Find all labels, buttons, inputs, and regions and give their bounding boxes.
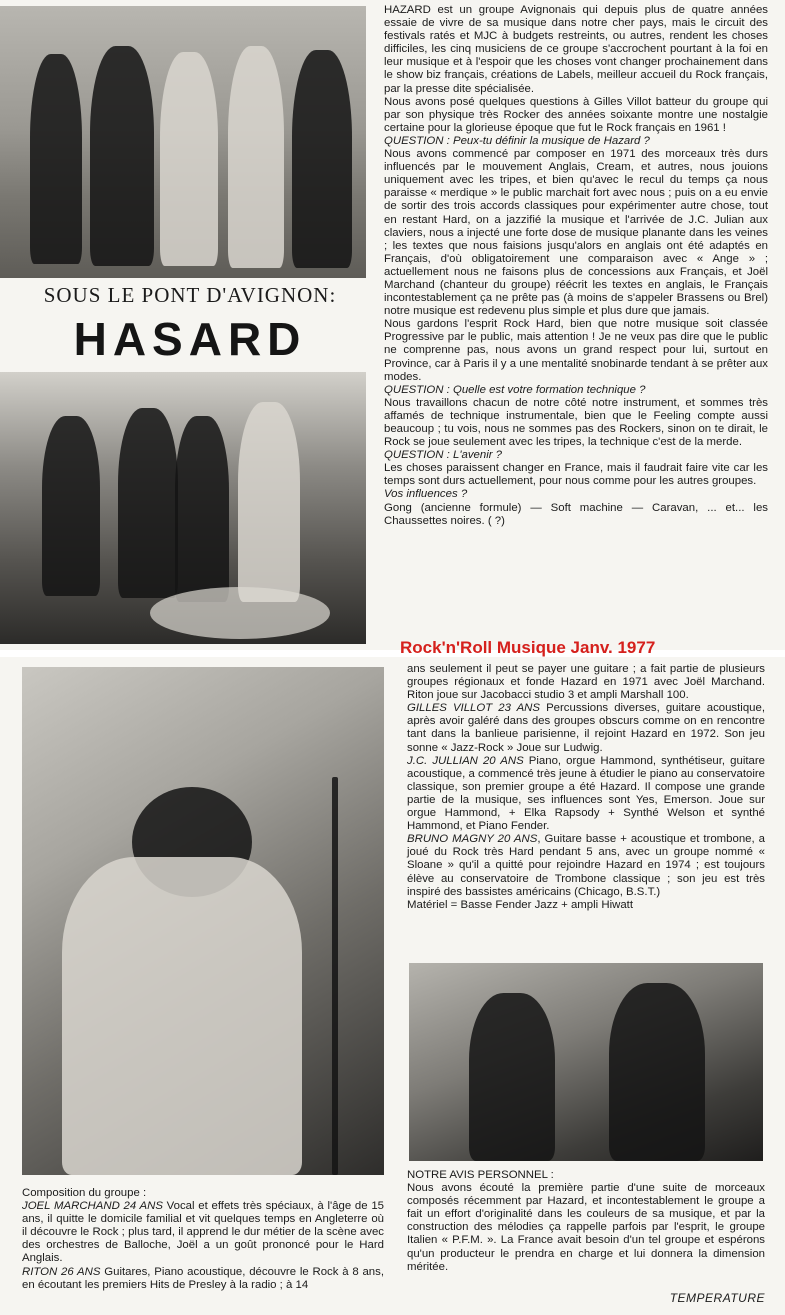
band-member-figure	[292, 50, 352, 268]
footer-tag: TEMPERATURE	[669, 1291, 765, 1305]
interview-question: QUESTION : Peux-tu définir la musique de Hazard ?	[384, 134, 650, 147]
band-member-figure	[160, 52, 218, 266]
intro-paragraph: Nous avons posé quelques questions à Gilles Villot batteur du groupe qui par son physique très Rocker des années soixante montre une nostalgie certaine pour la glorieuse époque que fut le Rock français en 1961 !	[384, 95, 768, 134]
guitarist-figure	[469, 993, 555, 1161]
intro-paragraph: HAZARD est un groupe Avignonais qui depuis plus de quatre années essaie de vivre de sa musique dans notre cher pays, mais le circuit des festivals ratés et MJC à budgets restreints, ou autres, rendent les choses difficiles, les cinq musiciens de ce groupe s'accrochent pourtant à la foi en leur musique et à l'espoir que les choses vont changer prochainement dans le show biz français, créations de Labels, meilleur accueil du Rock français, par la presse dite spécialisée.	[384, 4, 768, 95]
member-bio	[22, 1266, 384, 1292]
member-bio	[407, 702, 765, 754]
band-member-figure	[238, 402, 300, 602]
member-text: Piano, orgue Hammond, synthétiseur, guitare acoustique, a commencé très jeune à étudier le piano au conservatoire classique, son premier groupe a été Hazard. Il compose une grande partie de la musique, ses influences sont Yes, Emerson. Joue sur orgue Hammond, + Elka Rapsody + Synthé Welson et synthé Hammond, et Piano Fender.	[407, 754, 765, 833]
lineup-column-left	[22, 1187, 384, 1292]
opinion-title: NOTRE AVIS PERSONNEL :	[407, 1169, 554, 1181]
opinion-text: Nous avons écouté la première partie d'une suite de morceaux composés récemment par Hazard, et incontestablement le groupe a fait un effort d'originalité dans les couleurs de sa musique, et par la construction des mélodies ça rappelle parfois par l'esprit, le groupe Italien « P.F.M. ». La France avait besoin d'un tel groupe et espérons qu'un producteur le prendra en charge et lui donnera la dimension méritée.	[407, 1182, 765, 1273]
source-caption: Rock'n'Roll Musique Janv. 1977	[400, 638, 656, 657]
band-group-photo	[0, 6, 366, 278]
member-bio	[407, 833, 765, 898]
interview-answer: Les choses paraissent changer en France, mais il faudrait faire vite car les temps sont durs actuellement, pour nous comme pour les autres groupes.	[384, 462, 768, 488]
band-member-figure	[30, 54, 82, 264]
member-text: Vocal et effets très spéciaux, à l'âge de 15 ans, il quitte le domicile familial et vit quelques temps en Angleterre où il découvre le Rock ; plus tard, il apprend le dur métier de la scène avec des orchestres de Balloche, Joël a un goût prononcé pour le Hard Anglais.	[22, 1200, 384, 1265]
microphone-stand	[332, 777, 338, 1175]
member-bio	[407, 755, 765, 834]
member-name: J.C. JULLIAN 20 ANS	[407, 754, 524, 767]
member-bio-continued: ans seulement il peut se payer une guitare ; a fait partie de plusieurs groupes régionaux et fonde Hazard en 1971 avec Joël Marchand. Riton joue sur Jacobacci studio 3 et ampli Marshall 100.	[407, 663, 765, 702]
band-member-figure	[90, 46, 154, 266]
band-member-figure	[42, 416, 100, 596]
lineup-title: Composition du groupe :	[22, 1187, 147, 1199]
gear-line: Matériel = Basse Fender Jazz + ampli Hiwatt	[407, 898, 634, 911]
band-rehearsal-photo	[0, 372, 366, 644]
guitarists-live-photo	[409, 963, 763, 1161]
member-name: BRUNO MAGNY 20 ANS	[407, 833, 538, 846]
lineup-column-right	[407, 663, 765, 912]
member-text: Percussions diverses, guitare acoustique, après avoir galéré dans des groupes obscurs comme on en rencontre tant dans la banlieue parisienne, il rejoint Hazard en 1972. Son jeu sonne « Jazz-Rock » Joue sur Ludwig.	[407, 702, 765, 754]
opinion-section	[407, 1169, 765, 1274]
drum-kit	[150, 587, 330, 639]
band-member-figure	[118, 408, 178, 598]
singer-live-photo	[22, 667, 384, 1175]
interview-answer: Nous gardons l'esprit Rock Hard, bien que notre musique soit classée Progressive par le public, mais attention ! Je ne veux pas dire que le public ne comprenne pas, nous avons un grand respect pour lui, surtout en Province, car à Paris il y a une mentalité snobinarde tendant à se prêter aux modes.	[384, 318, 768, 383]
singer-body	[62, 857, 302, 1175]
member-text: Guitares, Piano acoustique, découvre le Rock à 8 ans, en écoutant les premiers Hits de Presley à la radio ; à 14	[22, 1265, 384, 1291]
magazine-page-top	[0, 0, 785, 657]
member-text: , Guitare basse + acoustique et trombone, a joué du Rock très Hard pendant 5 ans, avec un groupe nommé « Sloane » qu'il a quitté pour rejoindre Hazard en 1974 ; est toujours élève au conservatoire de Trombone classique ; son jeu est très inspiré des bassistes américains (Chicago, B.S.T.)	[407, 833, 765, 898]
interview-answer: Gong (ancienne formule) — Soft machine — Caravan, ... et... les Chaussettes noires. ( ?)	[384, 501, 768, 527]
member-name: JOEL MARCHAND 24 ANS	[22, 1200, 163, 1213]
band-member-figure	[175, 416, 229, 602]
interview-question: QUESTION : Quelle est votre formation technique ?	[384, 383, 646, 396]
guitarist-figure	[609, 983, 705, 1161]
interview-answer: Nous travaillons chacun de notre côté notre instrument, et sommes très affamés de technique instrumentale, bien que le Feeling compte aussi beaucoup ; tu vois, nous ne sommes pas des Rockers, sinon on te dirait, le Rock se joue seulement avec les tripes, la technique c'est de la merde.	[384, 396, 768, 449]
interview-question: QUESTION : L'avenir ?	[384, 449, 503, 462]
band-member-figure	[228, 46, 284, 268]
member-name: GILLES VILLOT 23 ANS	[407, 702, 541, 715]
member-bio	[22, 1200, 384, 1265]
intro-column	[384, 4, 768, 528]
magazine-page-bottom	[0, 657, 785, 1315]
article-title: HASARD	[73, 313, 307, 365]
interview-answer: Nous avons commencé par composer en 1971 des morceaux très durs influencés par le mouvement Anglais, Cream, et autres, nous jouions uniquement avec les tripes, et bien qu'avec le recul du temps ça nous paraisse « merdique » le public marchait fort avec nous ; puis on a eu envie de sortir des trois accords classiques pour expérimenter autre chose, tout en restant Hard, on a jazzifié la musique et l'arrivée de J.C. Julian aux claviers, nous a injecté une forte dose de musique planante dans les veines ; les textes que nous faisions jusqu'alors en anglais ont été adaptés en Français, d'où obligatoirement une comparaison avec « Ange » ; actuellement nous ne faisons plus de concessions aux Français, et Joël Marchand (chanteur du groupe) réécrit les textes en anglais, le Français incontestablement ça ne prête pas (à moins de s'appeler Brassens ou Brel) notre musique est redevenu plus simple et plus dure que jamais.	[384, 148, 768, 318]
interview-question: Vos influences ?	[384, 488, 468, 501]
article-kicker: SOUS LE PONT D'AVIGNON:	[43, 283, 337, 307]
member-name: RITON 26 ANS	[22, 1265, 101, 1278]
